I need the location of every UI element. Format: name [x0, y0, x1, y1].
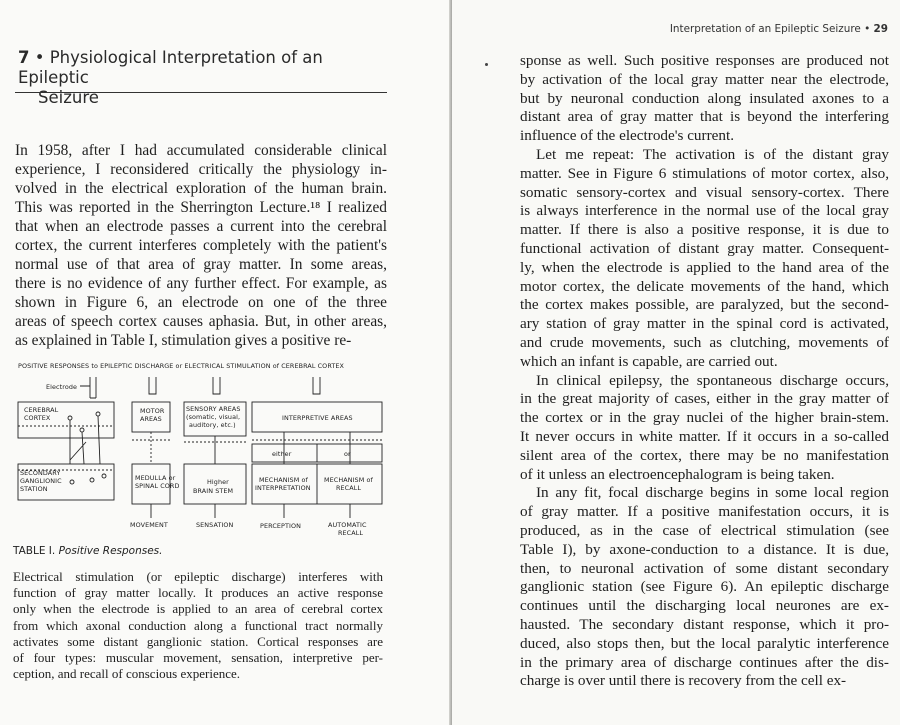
margin-mark — [485, 63, 488, 66]
sensory-areas-label-1: SENSORY AREAS — [186, 405, 241, 413]
mechanism-interpretation-label-2: INTERPRETATION — [255, 484, 311, 492]
running-head-title: Interpretation of an Epileptic Seizure — [669, 23, 861, 35]
table-caption — [13, 545, 163, 557]
right-body-line: motor cortex, the delicate movements of the hand, which — [520, 277, 889, 295]
right-body-line: In any fit, focal discharge begins in some local region — [536, 484, 889, 502]
caption-line: Electrical stimulation (or epileptic discharge) interferes with — [13, 569, 383, 584]
right-body-line: functional activation of distant gray matter. Consequent- — [520, 239, 889, 257]
left-body-text — [15, 141, 387, 350]
mechanism-interpretation-label-1: MECHANISM of — [259, 476, 308, 484]
left-body-line: cortex, the current interferes completely with the patient's — [15, 237, 387, 254]
right-body-text — [520, 52, 889, 691]
caption-line: function of gray matter locally. It produces an active response — [13, 585, 383, 601]
right-body-line: then, to neuronal activation of some distant secondary — [520, 559, 889, 577]
right-body-line: by activation of the local gray matter near the electrode, — [520, 70, 889, 88]
motor-areas-label-2: AREAS — [140, 415, 162, 423]
chapter-title-line-2: Seizure — [38, 88, 99, 107]
caption-line: from which axonal conduction along a functional tract normally — [13, 617, 383, 633]
chapter-number: 7 — [18, 48, 30, 67]
left-body-line: This was reported in the Sherrington Lecture.¹⁸ I realized — [15, 199, 387, 216]
page-number: 29 — [873, 23, 888, 35]
right-body-line: produced, as in the case of electrical stimulation (see — [520, 521, 889, 539]
right-body-line: duced, also stops then, but the local paralytic interference — [520, 634, 889, 652]
right-body-line: and crude movements, such as clutching, movements of — [520, 333, 889, 351]
right-body-line: the cortex makes possible, are paralyzed, but the second- — [520, 296, 889, 314]
right-body-line: matter. If there is also a positive response, it is due to — [520, 221, 889, 239]
right-page — [452, 0, 900, 725]
running-head — [670, 23, 888, 35]
automatic-recall-output-2: RECALL — [338, 529, 364, 537]
right-body-line: distant area of gray matter that is beyond the interfering — [520, 108, 889, 126]
right-body-line: sponse as well. Such positive responses are produced not — [520, 52, 889, 69]
mechanism-recall-label-2: RECALL — [336, 484, 362, 492]
left-body-line: volved in the electrical exploration of the human brain. — [15, 180, 387, 197]
secondary-label-3: STATION — [20, 485, 48, 493]
motor-areas-label-1: MOTOR — [140, 407, 165, 415]
right-body-line: It never occurs in white matter. If it occurs in a so-called — [520, 427, 889, 445]
right-body-line: ary station of gray matter in the spinal cord is activated, — [520, 315, 889, 333]
table-title: Positive Responses. — [58, 545, 163, 557]
chapter-title-line-1: Physiological Interpretation of an Epileptic — [18, 48, 323, 87]
secondary-label-2: GANGLIONIC — [20, 477, 62, 485]
caption-line: only when the electrode is applied to an area of cerebral cortex — [13, 601, 383, 617]
left-body-line: that when an electrode passes a current into the cerebral — [15, 218, 387, 235]
right-body-line: continues until the discharging local neurones are ex- — [520, 597, 889, 615]
perception-output: PERCEPTION — [260, 522, 301, 530]
right-body-line: hausted. The secondary distant response, which it pro- — [520, 615, 889, 633]
right-body-line: is always interference in the normal use of the local gray — [520, 202, 889, 220]
right-body-line: of gray matter. If a positive manifestation occurs, it is — [520, 503, 889, 521]
right-body-line: charge is over until there is recovery from the cell ex- — [520, 672, 847, 690]
right-body-line: ganglionic station (see Figure 6). An epileptic discharge — [520, 578, 889, 596]
or-label: or — [344, 450, 351, 458]
automatic-recall-output-1: AUTOMATIC — [328, 521, 367, 529]
sensation-output: SENSATION — [196, 521, 234, 529]
sensory-areas-label-2: (somatic, visual, — [186, 413, 241, 421]
right-body-line: somatic sensory-cortex and visual sensory-cortex. There — [520, 183, 889, 201]
mechanism-recall-label-1: MECHANISM of — [324, 476, 373, 484]
either-label: either — [272, 450, 292, 458]
left-body-line: normal use of that area of gray matter. In some areas, — [15, 256, 387, 273]
caption-line: of four types: muscular movement, sensation, interpretive per- — [13, 650, 383, 666]
brain-stem-label-2: BRAIN STEM — [193, 487, 234, 495]
cerebral-cortex-label-2: CORTEX — [24, 414, 51, 422]
chapter-separator: • — [34, 48, 45, 67]
right-body-line: which an infant is capable, are carried out. — [520, 352, 778, 370]
right-body-line: Table I), by axone-conduction to a distance. It is due, — [520, 540, 889, 558]
right-body-line: Let me repeat: The activation is of the distant gray — [536, 145, 889, 163]
positive-responses-diagram — [12, 360, 392, 545]
right-body-line: in the primary area of discharge continues after the dis- — [520, 653, 889, 671]
left-body-line: experience, I reconsidered critically the physiology in- — [15, 161, 387, 178]
brain-stem-label-1: Higher — [207, 478, 229, 486]
right-body-line: the cortex or in the gray nuclei of the higher brain-stem. — [520, 409, 889, 427]
table-label: TABLE I. — [13, 545, 56, 557]
interpretive-areas-label: INTERPRETIVE AREAS — [282, 414, 353, 422]
chapter-title — [18, 48, 388, 108]
left-body-line: there is no evidence of any further effect. For example, as — [15, 275, 387, 292]
caption-line: ception, and recall of conscious experience. — [13, 666, 241, 682]
table-caption-text — [13, 569, 383, 682]
secondary-label-1: SECONDARY — [20, 469, 61, 477]
cerebral-cortex-label-1: CEREBRAL — [24, 406, 59, 414]
sensory-areas-label-3: auditory, etc.) — [189, 421, 236, 429]
right-body-line: ly, when the electrode is applied to the hand area of the — [520, 258, 889, 276]
right-body-line: but by neuronal conduction along insulated axones to a — [520, 89, 889, 107]
right-body-line: silent area of the cortex, there may be no manifestation — [520, 446, 889, 464]
right-body-line: influence of the electrode's current. — [520, 127, 734, 145]
electrode-label: Electrode — [46, 383, 78, 391]
left-body-line: as explained in Table I, stimulation gives a positive re- — [15, 332, 352, 349]
right-body-line: matter. See in Figure 6 stimulations of motor cortex, also, — [520, 164, 889, 182]
medulla-label-2: SPINAL CORD — [135, 482, 180, 490]
right-body-line: in the great majority of cases, either in the gray matter of — [520, 390, 889, 408]
left-body-line: areas of speech cortex causes aphasia. But, in other areas, — [15, 313, 387, 330]
title-rule — [15, 92, 387, 93]
diagram-title: POSITIVE RESPONSES to EPILEPTIC DISCHARGE or ELECTRICAL STIMULATION of CEREBRAL CORTEX — [18, 362, 345, 370]
right-body-line: of it unless an electroencephalogram is being taken. — [520, 465, 835, 483]
left-body-line: shown in Figure 6, an electrode on one of the three — [15, 294, 387, 311]
caption-line: activates some distant ganglionic station. Cortical responses are — [13, 633, 383, 649]
movement-output: MOVEMENT — [130, 521, 168, 529]
right-body-line: In clinical epilepsy, the spontaneous discharge occurs, — [536, 371, 889, 389]
running-head-separator: • — [864, 23, 871, 35]
left-body-line: In 1958, after I had accumulated considerable clinical — [15, 142, 387, 159]
medulla-label-1: MEDULLA or — [135, 474, 176, 482]
